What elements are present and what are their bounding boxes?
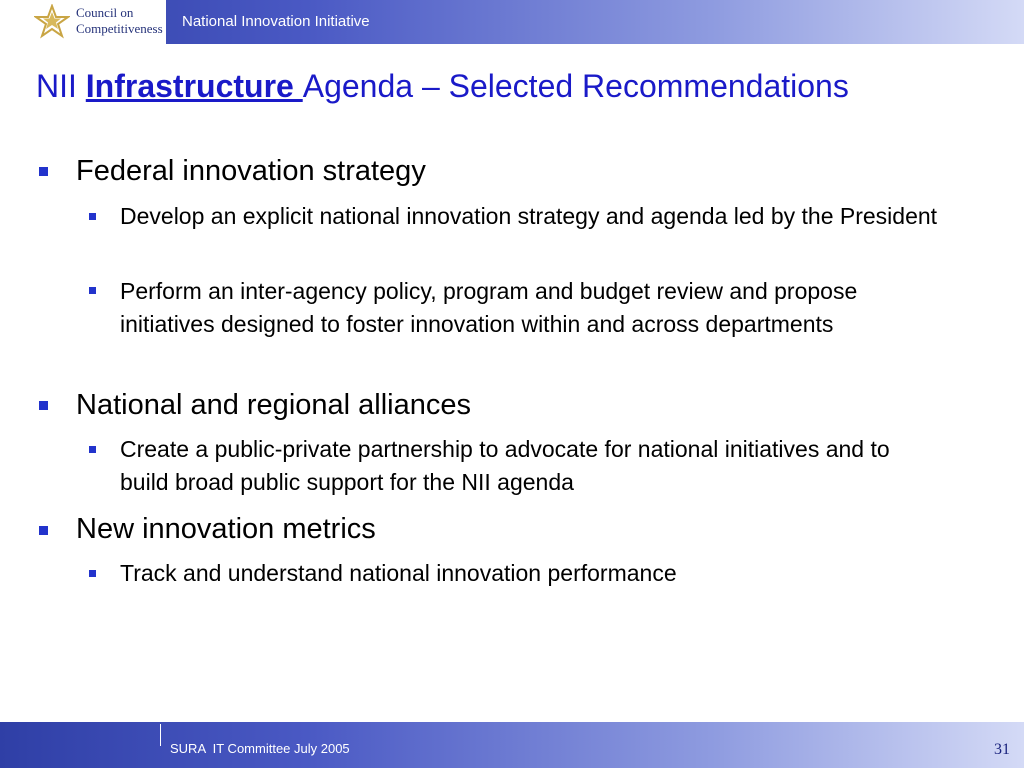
footer-divider [160,724,161,746]
level2-bullet-icon [89,446,96,453]
section-heading: National and regional alliances [76,389,471,421]
section-heading: Federal innovation strategy [76,155,426,187]
list-item: Perform an inter-agency policy, program and budget review and propose initiatives designed to foster innovation within and across departments [120,278,858,337]
section-heading: New innovation metrics [76,513,376,545]
level1-bullet-icon [39,401,48,410]
logo-text-line2: Competitiveness [76,21,163,36]
level2-bullet-icon [89,213,96,220]
level1-bullet-icon [39,526,48,535]
level1-bullet-icon [39,167,48,176]
list-item: Track and understand national innovation performance [120,560,677,586]
council-logo [0,0,166,44]
star-logo-icon [34,4,70,40]
title-prefix: NII [36,68,86,104]
level2-bullet-icon [89,287,96,294]
title-emphasis: Infrastructure [85,68,303,104]
list-item: Create a public-private partnership to advocate for national initiatives and to build broad public support for the NII agenda [120,436,890,495]
footer-band [0,722,1024,768]
slide-title [36,68,1006,105]
logo-text-line1: Council on [76,5,134,20]
page-number: 31 [994,741,1010,758]
header-title: National Innovation Initiative [182,13,370,30]
title-suffix: Agenda – Selected Recommendations [302,68,849,104]
list-item: Develop an explicit national innovation strategy and agenda led by the President [120,203,938,229]
footer-text: SURA IT Committee July 2005 [170,741,350,756]
level2-bullet-icon [89,570,96,577]
